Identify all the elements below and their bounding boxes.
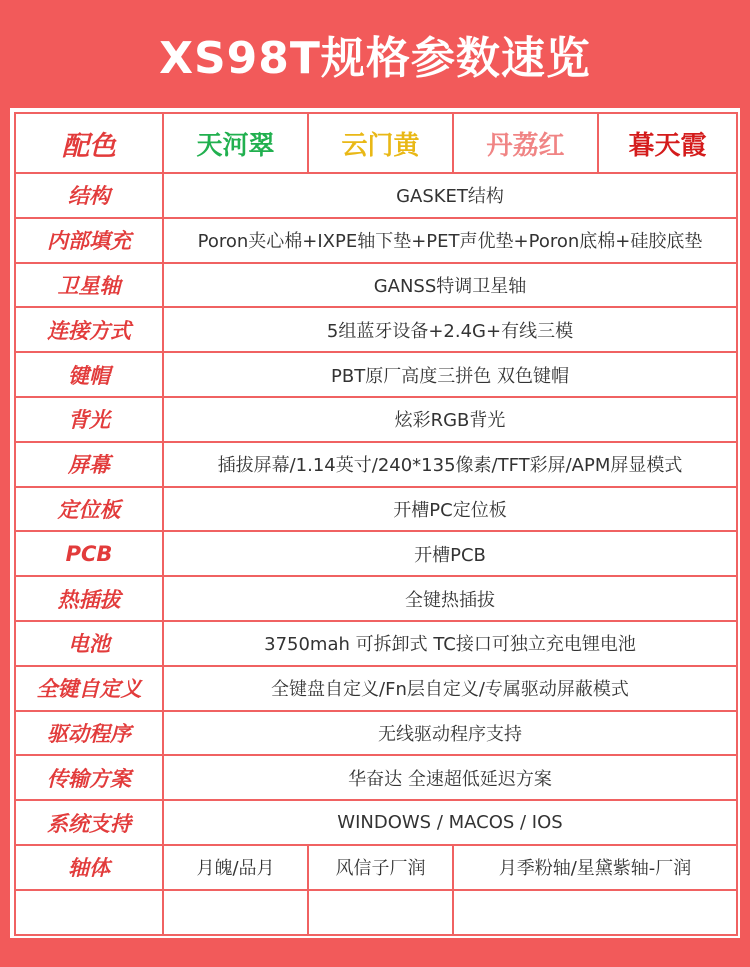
spec-value: GANSS特调卫星轴 (163, 263, 737, 308)
empty-cell (453, 890, 737, 935)
switch-row (15, 845, 737, 890)
spec-row (15, 621, 737, 666)
spec-table (14, 112, 738, 936)
spec-label: 全键自定义 (15, 666, 163, 711)
empty-cell (163, 890, 308, 935)
empty-cell (308, 890, 453, 935)
switch-label: 轴体 (15, 845, 163, 890)
spec-label: 系统支持 (15, 800, 163, 845)
spec-row (15, 352, 737, 397)
spec-label: PCB (15, 531, 163, 576)
spec-label: 连接方式 (15, 307, 163, 352)
spec-value: PBT原厂高度三拼色 双色键帽 (163, 352, 737, 397)
spec-value: 全键盘自定义/Fn层自定义/专属驱动屏蔽模式 (163, 666, 737, 711)
spec-value: GASKET结构 (163, 173, 737, 218)
color-label: 配色 (15, 113, 163, 173)
spec-value: 5组蓝牙设备+2.4G+有线三模 (163, 307, 737, 352)
spec-row (15, 218, 737, 263)
spec-label: 结构 (15, 173, 163, 218)
spec-label: 传输方案 (15, 755, 163, 800)
spec-label: 内部填充 (15, 218, 163, 263)
color-option-danlihong: 丹荔红 (453, 113, 598, 173)
spec-row (15, 397, 737, 442)
spec-row (15, 576, 737, 621)
spec-value: 3750mah 可拆卸式 TC接口可独立充电锂电池 (163, 621, 737, 666)
switch-option: 风信子厂润 (308, 845, 453, 890)
spec-label: 热插拔 (15, 576, 163, 621)
spec-label: 背光 (15, 397, 163, 442)
spec-label: 定位板 (15, 487, 163, 532)
empty-row (15, 890, 737, 935)
spec-row (15, 307, 737, 352)
spec-row (15, 173, 737, 218)
switch-option: 月季粉轴/星黛紫轴-厂润 (453, 845, 737, 890)
bottom-border (0, 938, 750, 967)
spec-value: WINDOWS / MACOS / IOS (163, 800, 737, 845)
color-option-tianhecui: 天河翠 (163, 113, 308, 173)
spec-row (15, 711, 737, 756)
spec-row (15, 487, 737, 532)
color-option-mutianxia: 暮天霞 (598, 113, 737, 173)
spec-label: 卫星轴 (15, 263, 163, 308)
spec-row (15, 755, 737, 800)
spec-value: Poron夹心棉+IXPE轴下垫+PET声优垫+Poron底棉+硅胶底垫 (163, 218, 737, 263)
spec-value: 插拔屏幕/1.14英寸/240*135像素/TFT彩屏/APM屏显模式 (163, 442, 737, 487)
spec-label: 电池 (15, 621, 163, 666)
spec-row (15, 442, 737, 487)
spec-value: 华奋达 全速超低延迟方案 (163, 755, 737, 800)
spec-label: 键帽 (15, 352, 163, 397)
color-row (15, 113, 737, 173)
page-title: XS98T规格参数速览 (159, 33, 591, 84)
switch-option: 月魄/品月 (163, 845, 308, 890)
spec-row (15, 800, 737, 845)
spec-label: 驱动程序 (15, 711, 163, 756)
spec-value: 无线驱动程序支持 (163, 711, 737, 756)
spec-value: 全键热插拔 (163, 576, 737, 621)
empty-cell (15, 890, 163, 935)
color-option-yunmenhuang: 云门黄 (308, 113, 453, 173)
spec-row (15, 666, 737, 711)
spec-row (15, 263, 737, 308)
spec-row (15, 531, 737, 576)
spec-label: 屏幕 (15, 442, 163, 487)
spec-value: 开槽PC定位板 (163, 487, 737, 532)
spec-value: 开槽PCB (163, 531, 737, 576)
spec-value: 炫彩RGB背光 (163, 397, 737, 442)
